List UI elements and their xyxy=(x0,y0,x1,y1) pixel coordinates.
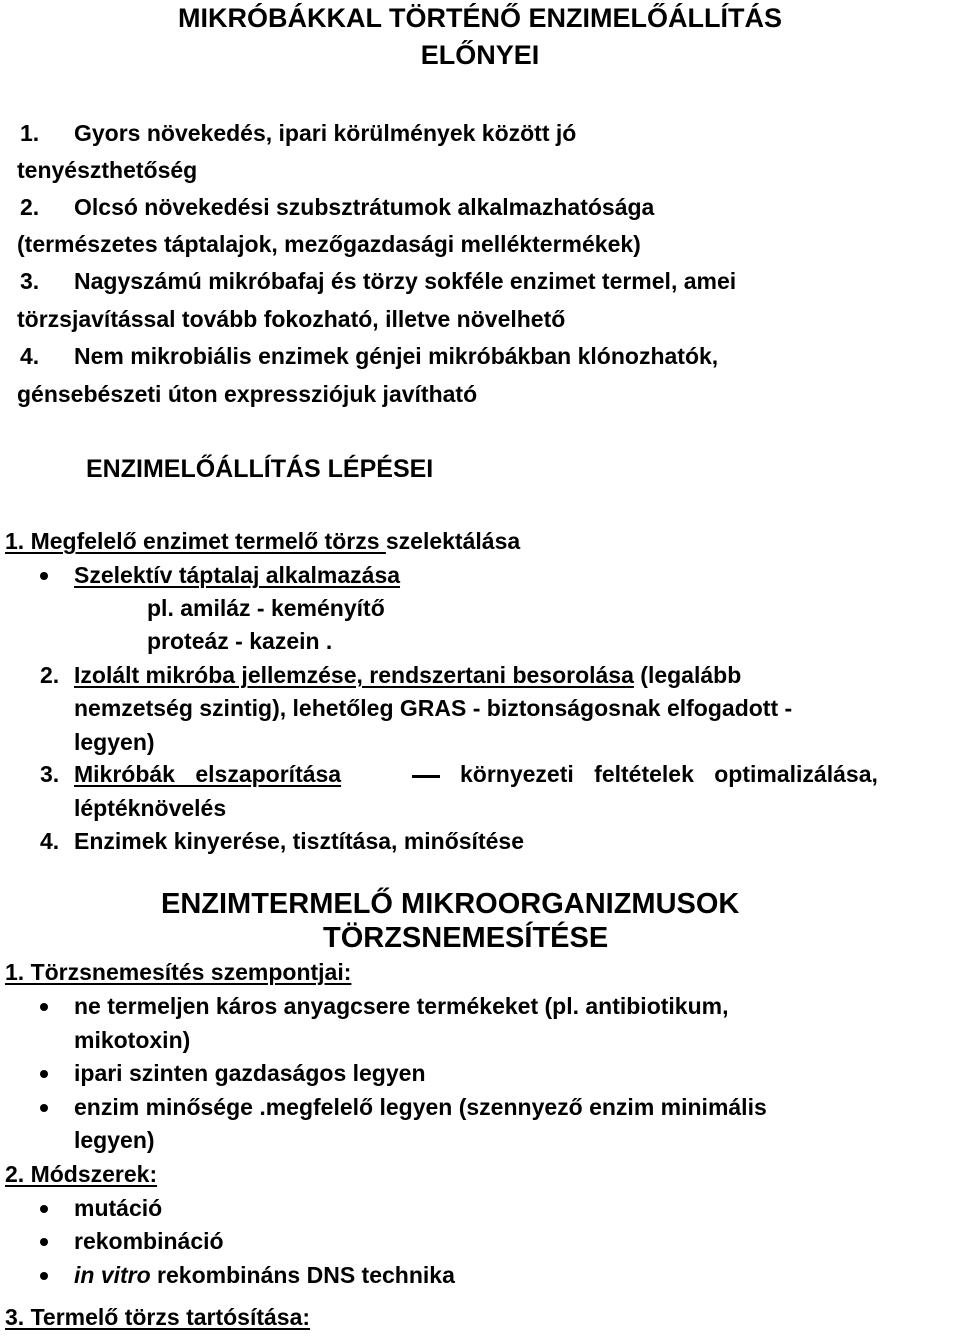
advantage-number-4: 4. xyxy=(20,343,40,369)
strain-heading-line-1: ENZIMTERMELŐ MIKROORGANIZMUSOK xyxy=(161,888,740,920)
step-2-rest: (legalább xyxy=(633,662,742,688)
step-2-line-2: nemzetség szintig), lehetőleg GRAS - biztonságosnak elfogadott - xyxy=(74,695,793,721)
step-1 xyxy=(5,530,520,553)
strain-p1-bullet-2: ipari szinten gazdaságos legyen xyxy=(74,1060,426,1086)
advantage-3-line-2: törzsjavítással tovább fokozható, illetve növelhető xyxy=(17,306,566,332)
strain-p2-bullet-3-rest: rekombináns DNS technika xyxy=(150,1262,455,1288)
strain-p1-bullet-1-line-2: mikotoxin) xyxy=(74,1027,191,1053)
strain-point-1: 1. Törzsnemesítés szempontjai: xyxy=(5,959,352,985)
strain-point-3: 3. Termelő törzs tartósítása: xyxy=(5,1304,311,1330)
strain-point-2: 2. Módszerek: xyxy=(5,1161,158,1187)
step-2-underlined: Izolált mikróba jellemzése, rendszertani besorolása xyxy=(74,662,634,688)
step-1-underlined: 1. Megfelelő enzimet termelő törzs xyxy=(5,528,386,554)
strain-p1-bullet-3-line-1: enzim minősége .megfelelő legyen (szennyező enzim minimális xyxy=(74,1094,767,1120)
step-1-rest: szelektálása xyxy=(385,528,521,554)
bullet-icon xyxy=(40,572,48,580)
step-2-number: 2. xyxy=(40,662,60,688)
advantage-2-line-2: (természetes táptalajok, mezőgazdasági melléktermékek) xyxy=(17,231,641,257)
advantage-1-line-1: Gyors növekedés, ipari körülmények között jó xyxy=(74,120,577,146)
strain-p1-bullet-3-line-2: legyen) xyxy=(74,1127,155,1153)
advantage-2-line-1: Olcsó növekedési szubsztrátumok alkalmazhatósága xyxy=(74,194,655,220)
step-3-number: 3. xyxy=(40,761,60,787)
bullet-icon xyxy=(40,1070,48,1078)
strain-p2-bullet-3-italic: in vitro xyxy=(74,1262,151,1288)
step-3-line-2: léptéknövelés xyxy=(74,795,227,821)
step-1-bullet: Szelektív táptalaj alkalmazása xyxy=(74,562,401,588)
bullet-icon xyxy=(40,1205,48,1213)
bullet-icon xyxy=(40,1272,48,1280)
step-1-example-1: pl. amiláz - keményítő xyxy=(147,595,385,621)
strain-p2-bullet-2: rekombináció xyxy=(74,1228,224,1254)
step-4-number: 4. xyxy=(40,828,60,854)
page-title-line-2: ELŐNYEI xyxy=(420,40,540,70)
advantage-4-line-1: Nem mikrobiális enzimek génjei mikróbákban klónozhatók, xyxy=(74,343,719,369)
step-2-line-1 xyxy=(74,664,741,687)
strain-p2-bullet-3 xyxy=(74,1264,455,1287)
bullet-icon xyxy=(40,1003,48,1011)
step-4-text: Enzimek kinyerése, tisztítása, minősítése xyxy=(74,828,524,854)
step-3-underlined: Mikróbák elszaporítása xyxy=(74,761,342,787)
bullet-icon xyxy=(40,1104,48,1112)
advantage-number-1: 1. xyxy=(20,120,40,146)
advantage-number-2: 2. xyxy=(20,194,40,220)
advantage-3-line-1: Nagyszámú mikróbafaj és törzy sokféle enzimet termel, amei xyxy=(74,268,737,294)
advantage-4-line-2: génsebészeti úton expressziójuk javítható xyxy=(17,381,478,407)
step-3-rest: környezeti feltételek optimalizálása, xyxy=(460,761,878,787)
strain-heading-line-2: TÖRZSNEMESÍTÉSE xyxy=(323,922,609,954)
steps-heading: ENZIMELŐÁLLÍTÁS LÉPÉSEI xyxy=(86,455,434,483)
step-1-example-2: proteáz - kazein . xyxy=(147,628,333,654)
strain-p1-bullet-1-line-1: ne termeljen káros anyagcsere termékeket (pl. antibiotikum, xyxy=(74,993,729,1019)
advantage-number-3: 3. xyxy=(20,268,40,294)
dash-icon xyxy=(412,775,440,778)
strain-p2-bullet-1: mutáció xyxy=(74,1195,163,1221)
advantage-1-line-2: tenyészthetőség xyxy=(17,157,198,183)
page-title-line-1: MIKRÓBÁKKAL TÖRTÉNŐ ENZIMELŐÁLLÍTÁS xyxy=(178,3,782,33)
step-2-line-3: legyen) xyxy=(74,729,155,755)
bullet-icon xyxy=(40,1238,48,1246)
